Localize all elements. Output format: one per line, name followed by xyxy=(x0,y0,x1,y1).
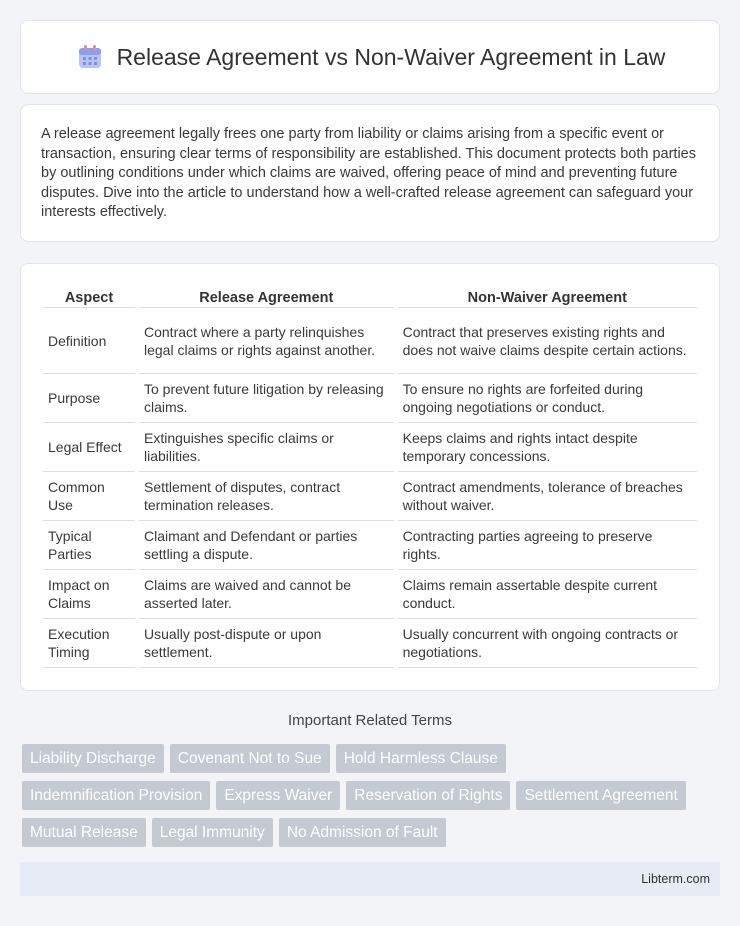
header-card xyxy=(20,20,720,94)
comparison-card xyxy=(20,263,720,691)
tag-hold-harmless-clause[interactable]: Hold Harmless Clause xyxy=(336,744,506,773)
header-nonwaiver: Non-Waiver Agreement xyxy=(398,284,697,308)
related-terms-list xyxy=(22,744,722,855)
row-nonwaiver: Claims remain assertable despite current conduct. xyxy=(398,570,697,619)
row-nonwaiver: Usually concurrent with ongoing contracts or negotiations. xyxy=(398,619,697,668)
row-release: Contract where a party relinquishes legal claims or rights against another. xyxy=(139,308,394,374)
tag-reservation-of-rights[interactable]: Reservation of Rights xyxy=(346,781,510,810)
table-row xyxy=(43,374,697,423)
tag-settlement-agreement[interactable]: Settlement Agreement xyxy=(516,781,685,810)
row-aspect: Typical Parties xyxy=(43,521,135,570)
comparison-table xyxy=(39,284,701,668)
page-title: Release Agreement vs Non-Waiver Agreement in Law xyxy=(116,43,666,70)
tag-no-admission-of-fault[interactable]: No Admission of Fault xyxy=(279,818,446,847)
header-release: Release Agreement xyxy=(139,284,394,308)
row-nonwaiver: Contracting parties agreeing to preserve rights. xyxy=(398,521,697,570)
tag-legal-immunity[interactable]: Legal Immunity xyxy=(152,818,273,847)
row-aspect: Definition xyxy=(43,308,135,374)
related-terms-title: Important Related Terms xyxy=(288,712,452,729)
row-aspect: Execution Timing xyxy=(43,619,135,668)
footer xyxy=(20,862,720,896)
row-nonwaiver: To ensure no rights are forfeited during ongoing negotiations or conduct. xyxy=(398,374,697,423)
table-header-row xyxy=(43,284,697,308)
row-release: Settlement of disputes, contract termination releases. xyxy=(139,472,394,521)
tag-covenant-not-to-sue[interactable]: Covenant Not to Sue xyxy=(170,744,330,773)
calendar-icon xyxy=(75,42,105,72)
row-release: To prevent future litigation by releasing claims. xyxy=(139,374,394,423)
row-nonwaiver: Keeps claims and rights intact despite temporary concessions. xyxy=(398,423,697,472)
row-aspect: Purpose xyxy=(43,374,135,423)
tag-row xyxy=(22,781,722,810)
table-row xyxy=(43,570,697,619)
tag-indemnification-provision[interactable]: Indemnification Provision xyxy=(22,781,210,810)
header-aspect: Aspect xyxy=(43,284,135,308)
intro-text: A release agreement legally frees one party from liability or claims arising from a specific event or transaction, ensuring clear terms of responsibility are established. This document protects both parties by outlining conditions under which claims are waived, offering peace of mind and preventing future disputes. Dive into the article to understand how a well-crafted release agreement can safeguard your interests effectively. xyxy=(41,126,696,221)
row-nonwaiver: Contract amendments, tolerance of breaches without waiver. xyxy=(398,472,697,521)
row-release: Claims are waived and cannot be asserted later. xyxy=(139,570,394,619)
tag-row xyxy=(22,744,722,773)
tag-liability-discharge[interactable]: Liability Discharge xyxy=(22,744,164,773)
row-aspect: Impact on Claims xyxy=(43,570,135,619)
intro-card xyxy=(20,104,720,242)
row-aspect: Legal Effect xyxy=(43,423,135,472)
footer-site-link[interactable]: Libterm.com xyxy=(641,872,710,886)
row-nonwaiver: Contract that preserves existing rights and does not waive claims despite certain actions. xyxy=(398,308,697,374)
table-row xyxy=(43,521,697,570)
table-row xyxy=(43,308,697,374)
tag-row xyxy=(22,818,722,847)
row-release: Claimant and Defendant or parties settling a dispute. xyxy=(139,521,394,570)
table-row xyxy=(43,619,697,668)
tag-express-waiver[interactable]: Express Waiver xyxy=(216,781,340,810)
table-row xyxy=(43,423,697,472)
row-release: Usually post-dispute or upon settlement. xyxy=(139,619,394,668)
row-aspect: Common Use xyxy=(43,472,135,521)
tag-mutual-release[interactable]: Mutual Release xyxy=(22,818,146,847)
table-row xyxy=(43,472,697,521)
row-release: Extinguishes specific claims or liabilities. xyxy=(139,423,394,472)
